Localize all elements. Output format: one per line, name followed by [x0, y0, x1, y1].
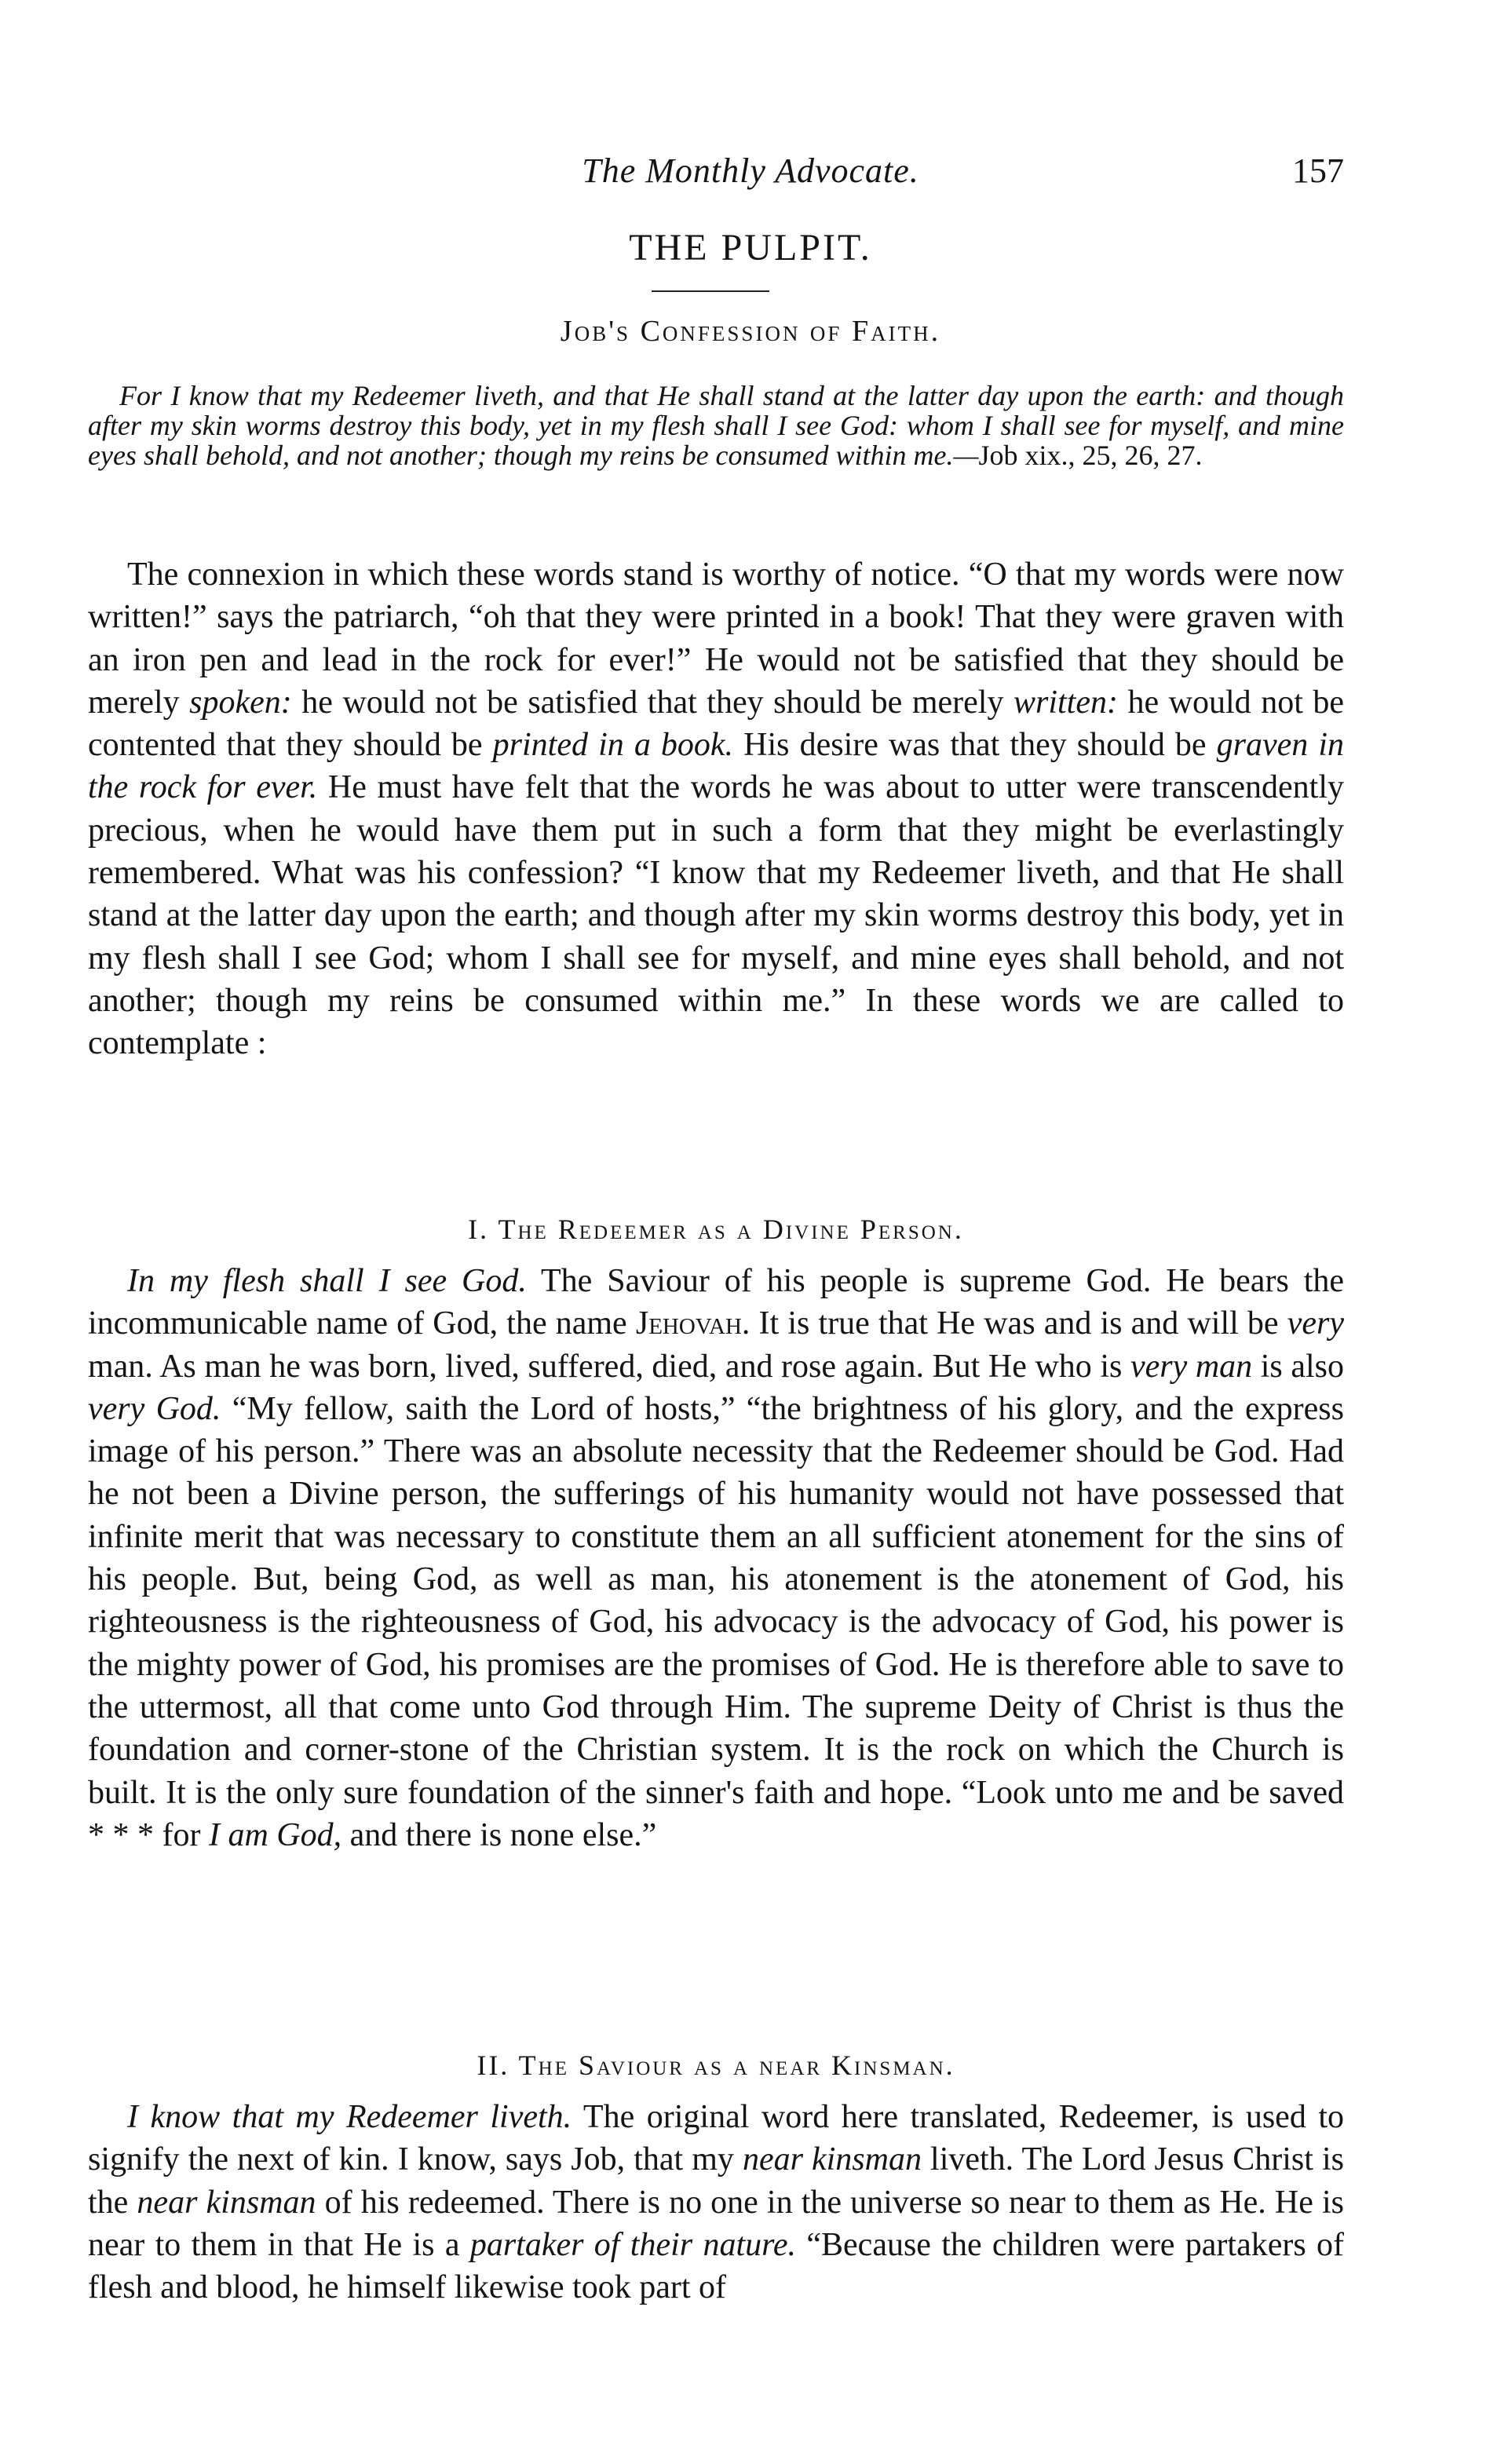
- section-1-text-a: The Saviour of his people is supreme God. He bears the incommunicable name of God, the name: [88, 1263, 1344, 1342]
- intro-text-2: he would not be satisfied that they should be merely: [291, 684, 1004, 721]
- section-2-text-b: liveth. The Lord Jesus Christ is the: [88, 2141, 1345, 2221]
- intro-emphasis-printed: printed in a book.: [492, 727, 734, 764]
- section-1-emphasis-very-man: very man: [1130, 1348, 1253, 1385]
- section-1-jehovah: Jehovah.: [635, 1305, 750, 1342]
- epigraph-text: For I know that my Redeemer liveth, and that He shall stand at the latter day upon the earth: and though after my skin worms destroy this body, yet in my flesh shall I see God: whom I shall see for myself, and mine eyes shall behold, and not another; though my reins be consumed within me.—: [88, 380, 1344, 471]
- page-number: 157: [1292, 151, 1344, 190]
- section-2-text-a: The original word here translated, Redeemer, is used to signify the next of kin. I know, says Job, that my: [88, 2099, 1345, 2178]
- intro-emphasis-spoken: spoken:: [189, 684, 292, 721]
- section-heading-2: II. The Saviour as a near Kinsman.: [477, 2050, 955, 2081]
- section-title: THE PULPIT.: [629, 227, 872, 268]
- intro-text-5: He must have felt that the words he was about to utter were transcendently precious, when he would have them put in such a form that they might be everlastingly remembered. What was his confession? “I know that my Redeemer liveth, and that He shall stand at the latter day upon the earth; and though after my skin worms destroy this body, yet in my flesh shall I see God; whom I shall see for myself, and mine eyes shall behold, and not another; though my reins be consumed within me.” In these words we are called to contemplate :: [88, 769, 1344, 1062]
- section-2-text-d: “Because the children were partakers of flesh and blood, he himself likewise took part of: [88, 2226, 1344, 2306]
- running-head: [79, 151, 1422, 198]
- section-1-text-f: and there is none else.”: [341, 1816, 657, 1853]
- intro-text-1: The connexion in which these words stand is worthy of notice. “O that my words were now written!” says the patriarch, “oh that they were printed in a book! That they were graven with an iron pen and lead in the rock for ever!” He would not be satisfied that they should be merely: [88, 557, 1344, 721]
- section-1-emphasis-very-god: very God.: [88, 1390, 221, 1427]
- sermon-title: Job's Confession of Faith.: [560, 315, 941, 348]
- section-2-emphasis-near-kinsman-1: near kinsman: [742, 2141, 922, 2178]
- section-2-paragraph: [88, 2096, 1344, 2309]
- section-1-lead: In my flesh shall I see God.: [127, 1263, 527, 1299]
- section-1-paragraph: [88, 1260, 1344, 1856]
- intro-emphasis-written: written:: [1013, 684, 1118, 721]
- section-1-text-d: is also: [1252, 1348, 1344, 1385]
- section-1-text-b: It is true that He was and is and will be: [750, 1305, 1287, 1342]
- intro-paragraph: [88, 553, 1344, 1065]
- journal-title: The Monthly Advocate.: [582, 151, 919, 190]
- title-rule: [652, 290, 769, 292]
- intro-text-4: His desire was that they should be: [733, 727, 1207, 764]
- section-2-emphasis-partaker: partaker of their nature.: [469, 2226, 797, 2263]
- section-2-emphasis-near-kinsman-2: near kinsman: [137, 2184, 316, 2221]
- section-2-lead: I know that my Redeemer liveth.: [127, 2099, 572, 2135]
- epigraph: [88, 381, 1344, 470]
- section-2-text-c: of his redeemed. There is no one in the universe so near to them as He. He is near to them in that He is a: [88, 2184, 1344, 2263]
- section-1-emphasis-i-am-god: I am God,: [208, 1816, 342, 1853]
- section-1-text-c: man. As man he was born, lived, suffered, died, and rose again. But He who is: [88, 1348, 1130, 1385]
- section-1-emphasis-very: very: [1287, 1305, 1345, 1342]
- section-1-text-e: “My fellow, saith the Lord of hosts,” “the brightness of his glory, and the express image of his person.” There was an absolute necessity that the Redeemer should be God. Had he not been a Divine person, the sufferings of his humanity would not have possessed that infinite merit that was necessary to constitute them an all sufficient atonement for the sins of his people. But, being God, as well as man, his atonement is the atonement of God, his righteousness is the righteousness of God, his advocacy is the advocacy of God, his power is the mighty power of God, his promises are the promises of God. He is therefore able to save to the uttermost, all that come unto God through Him. The supreme Deity of Christ is thus the foundation and corner-stone of the Christian system. It is the rock on which the Church is built. It is the only sure foundation of the sinner's faith and hope. “Look unto me and be saved * * * for: [88, 1390, 1344, 1853]
- intro-text-3: he would not be contented that they should be: [88, 684, 1345, 764]
- intro-emphasis-graven: graven in the rock for ever.: [88, 727, 1345, 806]
- epigraph-reference: Job xix., 25, 26, 27.: [978, 440, 1203, 471]
- section-heading-1: I. The Redeemer as a Divine Person.: [468, 1214, 964, 1245]
